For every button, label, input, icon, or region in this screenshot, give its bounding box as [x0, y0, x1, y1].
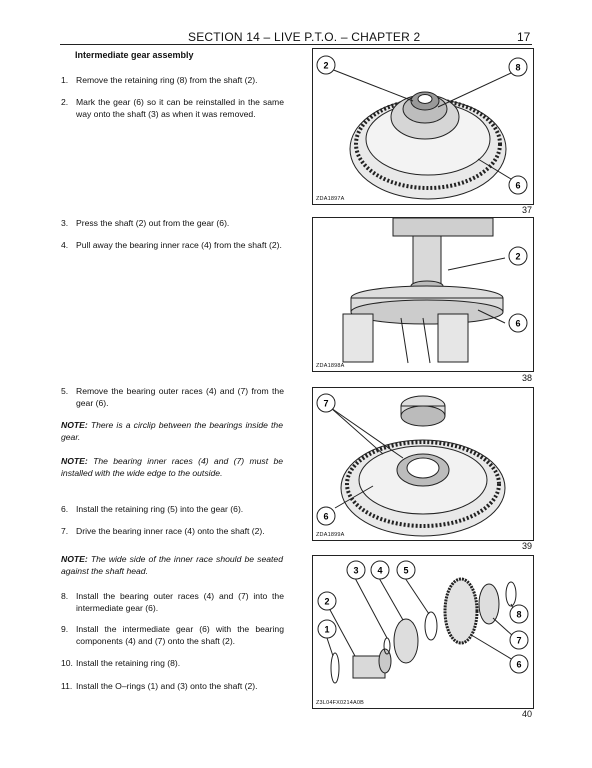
figure-code: ZDA1897A [316, 196, 345, 202]
exploded-view-illustration [313, 556, 533, 708]
step-text: Install the O–rings (1) and (3) onto the shaft (2). [76, 681, 258, 691]
step-text: Install the intermediate gear (6) with the bearing components (4) and (7) onto the shaft (2). [76, 624, 284, 646]
figure-number: 37 [521, 205, 532, 215]
gear-illustration [313, 49, 533, 204]
figure-37 [312, 48, 534, 205]
note-text: There is a circlip between the bearings inside the gear. [61, 420, 283, 442]
step-text: Press the shaft (2) out from the gear (6). [76, 218, 230, 228]
callout-8: 8 [515, 62, 521, 73]
step-text: Install the retaining ring (5) into the gear (6). [76, 504, 244, 514]
note-label: NOTE: [61, 554, 88, 564]
step-text: Drive the bearing inner race (4) onto the shaft (2). [76, 526, 265, 536]
step-number: 7. [61, 526, 69, 536]
figure-number: 40 [521, 709, 532, 719]
callout-1: 1 [324, 624, 330, 635]
section-title: SECTION 14 – LIVE P.T.O. – CHAPTER 2 [188, 30, 421, 44]
figure-number: 38 [521, 373, 532, 383]
page-number: 17 [517, 30, 531, 44]
note-label: NOTE: [61, 420, 88, 430]
step-number: 2. [61, 97, 69, 107]
callout-7: 7 [323, 398, 329, 409]
step-text: Install the retaining ring (8). [76, 658, 181, 668]
header-rule [60, 44, 532, 45]
step-text: Install the bearing outer races (4) and (7) into the intermediate gear (6). [76, 591, 284, 613]
note-text: The wide side of the inner race should be seated against the shaft head. [61, 554, 283, 576]
step-number: 6. [61, 504, 69, 514]
note-circlip [61, 419, 283, 443]
figure-code: ZDA1898A [316, 363, 345, 369]
step-number: 1. [61, 75, 69, 85]
figure-number: 39 [521, 541, 532, 551]
section-subtitle: Intermediate gear assembly [75, 50, 194, 60]
figure-code: ZDA1899A [316, 532, 345, 538]
figure-39 [312, 387, 534, 541]
callout-6: 6 [515, 180, 521, 191]
note-label: NOTE: [61, 456, 88, 466]
step-number: 8. [61, 591, 69, 601]
callout-8: 8 [516, 609, 522, 620]
step-number: 9. [61, 624, 69, 634]
step-number: 4. [61, 240, 69, 250]
step-number: 10. [61, 658, 73, 668]
callout-6: 6 [323, 511, 329, 522]
step-text: Remove the bearing outer races (4) and (7) from the gear (6). [76, 386, 284, 408]
step-text: Mark the gear (6) so it can be reinstalled in the same way onto the shaft (3) as when it was removed. [76, 97, 284, 119]
step-text: Pull away the bearing inner race (4) from the shaft (2). [76, 240, 282, 250]
callout-5: 5 [403, 565, 409, 576]
press-illustration [313, 218, 533, 371]
figure-38 [312, 217, 534, 372]
figure-code: Z3L04FX0214A0B [316, 700, 365, 706]
bearing-illustration [313, 388, 533, 540]
callout-2: 2 [323, 60, 329, 71]
callout-2: 2 [324, 596, 330, 607]
figure-40 [312, 555, 534, 709]
callout-4: 4 [377, 565, 383, 576]
callout-7: 7 [516, 635, 522, 646]
note-text: The bearing inner races (4) and (7) must be installed with the wide edge to the outside. [61, 456, 284, 478]
step-number: 5. [61, 386, 69, 396]
step-number: 11. [61, 681, 73, 691]
step-text: Remove the retaining ring (8) from the shaft (2). [76, 75, 258, 85]
callout-6: 6 [515, 318, 521, 329]
callout-3: 3 [353, 565, 359, 576]
step-number: 3. [61, 218, 69, 228]
callout-2: 2 [515, 251, 521, 262]
callout-6: 6 [516, 659, 522, 670]
note-wide-edge [61, 455, 283, 479]
note-shaft-head [61, 553, 283, 577]
